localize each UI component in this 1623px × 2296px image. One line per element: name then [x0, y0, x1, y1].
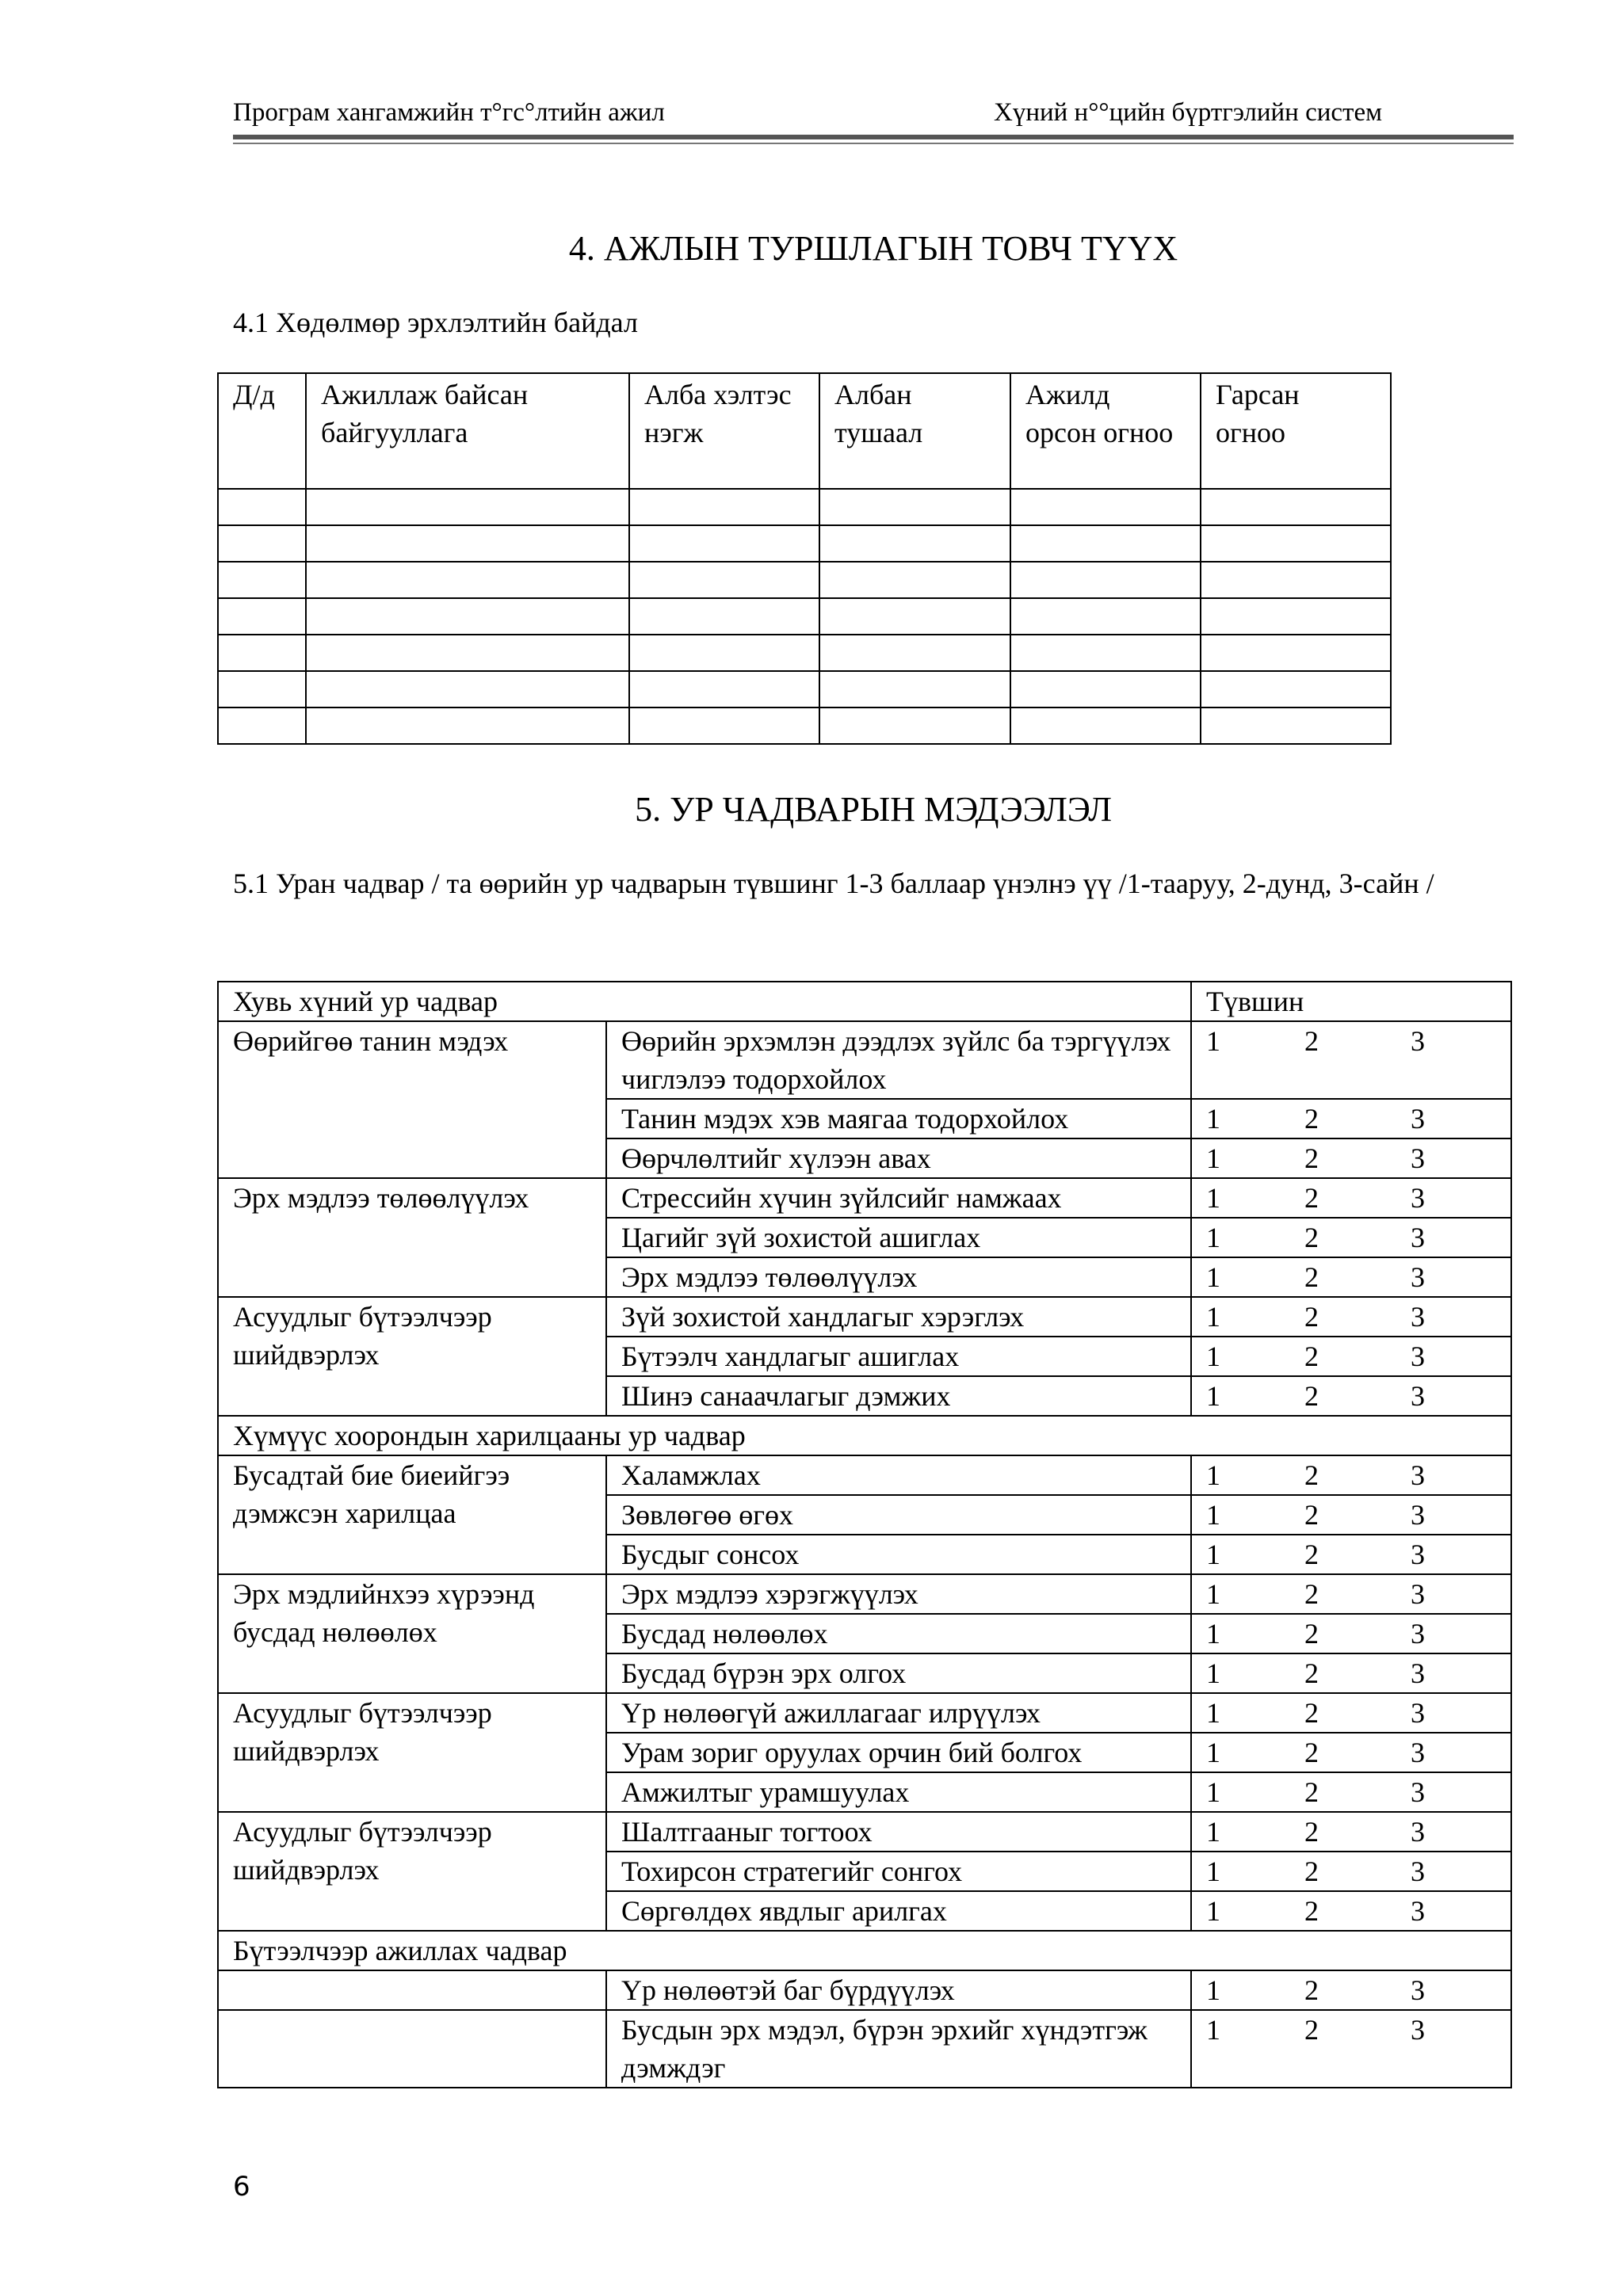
level-option: 2 [1304, 1341, 1319, 1372]
employment-empty-cell [1201, 635, 1391, 671]
employment-empty-cell [629, 489, 819, 525]
level-option: 1 [1206, 1222, 1221, 1253]
skill-item: Тохирсон стратегийг сонгох [606, 1852, 1191, 1891]
level-cell [1191, 1099, 1511, 1138]
level-options [1206, 1813, 1436, 1851]
level-options [1206, 1298, 1436, 1336]
employment-empty-cell [819, 598, 1010, 635]
skill-item: Амжилтыг урамшуулах [606, 1772, 1191, 1812]
skill-group-name: Асуудлыг бүтээлчээр шийдвэрлэх [218, 1297, 606, 1416]
skills-header-level: Түвшин [1191, 982, 1511, 1021]
skill-item: Сөргөлдөх явдлыг арилгах [606, 1891, 1191, 1931]
employment-empty-cell [1201, 489, 1391, 525]
level-option: 3 [1411, 1657, 1426, 1689]
skill-item: Үр нөлөөтэй баг бүрдүүлэх [606, 1970, 1191, 2010]
level-option: 1 [1206, 1657, 1221, 1689]
level-cell [1191, 1614, 1511, 1653]
level-option: 1 [1206, 1578, 1221, 1610]
level-cell [1191, 1891, 1511, 1931]
level-option: 3 [1411, 1380, 1426, 1412]
employment-empty-cell [1201, 562, 1391, 598]
level-options [1206, 1852, 1436, 1890]
level-option: 1 [1206, 1697, 1221, 1729]
employment-empty-cell [1201, 525, 1391, 562]
level-cell [1191, 1257, 1511, 1297]
employment-empty-row [218, 707, 1391, 744]
level-option: 1 [1206, 1380, 1221, 1412]
employment-empty-cell [1010, 598, 1201, 635]
level-option: 3 [1411, 1697, 1426, 1729]
level-cell [1191, 1574, 1511, 1614]
skill-group-name: Өөрийгөө танин мэдэх [218, 1021, 606, 1178]
level-option: 3 [1411, 1974, 1426, 2006]
employment-empty-row [218, 525, 1391, 562]
level-option: 1 [1206, 1737, 1221, 1768]
level-option: 2 [1304, 1776, 1319, 1808]
skill-item: Бусдын эрх мэдэл, бүрэн эрхийг хүндэтгэж дэмждэг [606, 2010, 1191, 2088]
employment-column-header: Албан тушаал [819, 373, 1010, 489]
level-option: 2 [1304, 1222, 1319, 1253]
level-cell [1191, 1772, 1511, 1812]
level-options [1206, 1456, 1436, 1494]
level-option: 2 [1304, 1737, 1319, 1768]
skill-group-name: Эрх мэдлийнхээ хүрээнд бусдад нөлөөлөх [218, 1574, 606, 1693]
skill-group-name: Асуудлыг бүтээлчээр шийдвэрлэх [218, 1693, 606, 1812]
header-left-text: Програм хангамжийн т°гс°лтийн ажил [233, 98, 665, 127]
level-options [1206, 1892, 1436, 1930]
level-cell [1191, 1138, 1511, 1178]
employment-empty-cell [1201, 598, 1391, 635]
level-option: 1 [1206, 1301, 1221, 1333]
employment-empty-cell [1010, 707, 1201, 744]
level-options [1206, 1179, 1436, 1217]
level-options [1206, 1377, 1436, 1415]
level-options [1206, 1971, 1436, 2009]
employment-empty-cell [218, 671, 306, 707]
level-option: 3 [1411, 1855, 1426, 1887]
employment-empty-row [218, 635, 1391, 671]
level-options [1206, 2011, 1436, 2049]
level-option: 3 [1411, 1459, 1426, 1491]
employment-empty-cell [819, 671, 1010, 707]
skill-item: Цагийг зүй зохистой ашиглах [606, 1218, 1191, 1257]
skill-item: Бусдад нөлөөлөх [606, 1614, 1191, 1653]
employment-empty-cell [1010, 489, 1201, 525]
interpersonal-section-row [218, 1416, 1511, 1455]
employment-empty-cell [629, 635, 819, 671]
level-option: 3 [1411, 1737, 1426, 1768]
level-option: 3 [1411, 1025, 1426, 1057]
employment-table [217, 372, 1392, 745]
skill-item: Шалтгааныг тогтоох [606, 1812, 1191, 1852]
employment-empty-cell [306, 562, 629, 598]
skill-item: Зөвлөгөө өгөх [606, 1495, 1191, 1535]
level-option: 2 [1304, 1539, 1319, 1570]
skill-item: Стрессийн хүчин зүйлсийг намжаах [606, 1178, 1191, 1218]
level-option: 1 [1206, 1459, 1221, 1491]
level-option: 2 [1304, 1182, 1319, 1214]
level-cell [1191, 1297, 1511, 1337]
skill-item: Халамжлах [606, 1455, 1191, 1495]
level-options [1206, 1337, 1436, 1375]
employment-empty-cell [306, 671, 629, 707]
level-cell [1191, 1021, 1511, 1099]
level-cell [1191, 1970, 1511, 2010]
employment-empty-cell [1010, 635, 1201, 671]
level-option: 3 [1411, 1301, 1426, 1333]
employment-empty-cell [306, 635, 629, 671]
level-option: 3 [1411, 1142, 1426, 1174]
employment-empty-cell [218, 635, 306, 671]
level-option: 3 [1411, 2014, 1426, 2046]
level-option: 2 [1304, 1578, 1319, 1610]
level-option: 2 [1304, 1103, 1319, 1135]
skill-row [218, 1021, 1511, 1099]
skills-header-row [218, 982, 1511, 1021]
skill-row [218, 1693, 1511, 1733]
skill-row [218, 1970, 1511, 2010]
level-cell [1191, 1178, 1511, 1218]
page-header [233, 93, 1514, 133]
level-options [1206, 1615, 1436, 1653]
level-option: 1 [1206, 1776, 1221, 1808]
level-options [1206, 1022, 1436, 1060]
level-option: 3 [1411, 1261, 1426, 1293]
level-option: 3 [1411, 1103, 1426, 1135]
employment-column-header: Алба хэлтэс нэгж [629, 373, 819, 489]
level-cell [1191, 1337, 1511, 1376]
skill-item: Өөрийн эрхэмлэн дээдлэх зүйлс ба тэргүүлэх чиглэлээ тодорхойлох [606, 1021, 1191, 1099]
employment-column-header: Ажилд орсон огноо [1010, 373, 1201, 489]
level-option: 1 [1206, 1182, 1221, 1214]
creative-section-row [218, 1931, 1511, 1970]
level-option: 3 [1411, 1222, 1426, 1253]
employment-empty-cell [819, 707, 1010, 744]
employment-empty-cell [1010, 562, 1201, 598]
level-option: 2 [1304, 1261, 1319, 1293]
employment-empty-cell [629, 598, 819, 635]
level-options [1206, 1535, 1436, 1573]
header-right-text: Хүний н°°цийн бүртгэлийн систем [994, 98, 1382, 127]
employment-column-header: Гарсан огноо [1201, 373, 1391, 489]
employment-empty-cell [819, 635, 1010, 671]
employment-column-header: Д/д [218, 373, 306, 489]
skill-group-empty [218, 2010, 606, 2088]
level-option: 2 [1304, 1025, 1319, 1057]
level-option: 2 [1304, 2014, 1319, 2046]
level-option: 2 [1304, 1855, 1319, 1887]
employment-empty-cell [218, 562, 306, 598]
level-options [1206, 1733, 1436, 1772]
section-5-1-intro: 5.1 Уран чадвар / та өөрийн ур чадварын түвшинг 1-3 баллаар үнэлнэ үү /1-тааруу, 2-дунд, 3-сайн / [233, 868, 1434, 899]
employment-header-row [218, 373, 1391, 489]
level-option: 3 [1411, 1341, 1426, 1372]
level-options [1206, 1773, 1436, 1811]
employment-empty-cell [629, 671, 819, 707]
employment-empty-cell [819, 562, 1010, 598]
employment-empty-cell [306, 707, 629, 744]
level-option: 2 [1304, 1459, 1319, 1491]
level-option: 2 [1304, 1380, 1319, 1412]
employment-empty-cell [629, 562, 819, 598]
level-option: 3 [1411, 1816, 1426, 1848]
employment-empty-row [218, 598, 1391, 635]
section-4-1-subtitle: 4.1 Хөдөлмөр эрхлэлтийн байдал [233, 307, 638, 338]
employment-empty-cell [1201, 671, 1391, 707]
level-option: 3 [1411, 1539, 1426, 1570]
level-cell [1191, 1495, 1511, 1535]
level-option: 3 [1411, 1618, 1426, 1650]
employment-empty-cell [218, 489, 306, 525]
level-option: 1 [1206, 1341, 1221, 1372]
level-option: 1 [1206, 1499, 1221, 1531]
skill-item: Шинэ санаачлагыг дэмжих [606, 1376, 1191, 1416]
level-cell [1191, 1218, 1511, 1257]
level-option: 1 [1206, 1025, 1221, 1057]
level-option: 1 [1206, 1816, 1221, 1848]
level-option: 2 [1304, 1895, 1319, 1927]
header-rule-thin [233, 143, 1514, 144]
level-option: 2 [1304, 1974, 1319, 2006]
skill-item: Өөрчлөлтийг хүлээн авах [606, 1138, 1191, 1178]
level-option: 2 [1304, 1697, 1319, 1729]
skill-row [218, 1455, 1511, 1495]
skill-row [218, 2010, 1511, 2088]
employment-empty-cell [218, 707, 306, 744]
section-5-title: 5. УР ЧАДВАРЫН МЭДЭЭЛЭЛ [635, 790, 1112, 829]
level-option: 2 [1304, 1499, 1319, 1531]
section-4-title: 4. АЖЛЫН ТУРШЛАГЫН ТОВЧ ТҮҮХ [568, 229, 1178, 268]
employment-empty-row [218, 489, 1391, 525]
level-options [1206, 1219, 1436, 1257]
level-cell [1191, 1535, 1511, 1574]
level-options [1206, 1258, 1436, 1296]
level-options [1206, 1496, 1436, 1534]
level-option: 1 [1206, 1855, 1221, 1887]
level-option: 2 [1304, 1301, 1319, 1333]
employment-empty-cell [819, 525, 1010, 562]
level-option: 2 [1304, 1816, 1319, 1848]
page-number: 6 [233, 2171, 250, 2203]
level-option: 3 [1411, 1578, 1426, 1610]
skill-item: Урам зориг оруулах орчин бий болгох [606, 1733, 1191, 1772]
level-option: 1 [1206, 1618, 1221, 1650]
level-option: 2 [1304, 1657, 1319, 1689]
level-options [1206, 1139, 1436, 1177]
skill-item: Эрх мэдлээ төлөөлүүлэх [606, 1257, 1191, 1297]
level-cell [1191, 1376, 1511, 1416]
skill-item: Зүй зохистой хандлагыг хэрэглэх [606, 1297, 1191, 1337]
skill-item: Эрх мэдлээ хэрэгжүүлэх [606, 1574, 1191, 1614]
skill-row [218, 1297, 1511, 1337]
level-cell [1191, 2010, 1511, 2088]
skill-item: Үр нөлөөгүй ажиллагааг илрүүлэх [606, 1693, 1191, 1733]
skill-item: Танин мэдэх хэв маягаа тодорхойлох [606, 1099, 1191, 1138]
header-rule [233, 135, 1514, 139]
level-option: 1 [1206, 1895, 1221, 1927]
level-options [1206, 1654, 1436, 1692]
level-option: 1 [1206, 1261, 1221, 1293]
level-option: 3 [1411, 1895, 1426, 1927]
level-option: 1 [1206, 1103, 1221, 1135]
level-cell [1191, 1653, 1511, 1693]
employment-empty-cell [819, 489, 1010, 525]
level-cell [1191, 1455, 1511, 1495]
level-option: 3 [1411, 1776, 1426, 1808]
skill-item: Бусдыг сонсох [606, 1535, 1191, 1574]
creative-section-row-label: Бүтээлчээр ажиллах чадвар [218, 1931, 1511, 1970]
level-option: 2 [1304, 1142, 1319, 1174]
level-option: 1 [1206, 1539, 1221, 1570]
level-option: 3 [1411, 1182, 1426, 1214]
level-option: 2 [1304, 1618, 1319, 1650]
level-option: 1 [1206, 2014, 1221, 2046]
interpersonal-section-row-label: Хүмүүс хоорондын харилцааны ур чадвар [218, 1416, 1511, 1455]
level-cell [1191, 1733, 1511, 1772]
level-option: 1 [1206, 1974, 1221, 2006]
employment-empty-cell [1010, 671, 1201, 707]
employment-empty-cell [306, 525, 629, 562]
level-options [1206, 1100, 1436, 1138]
skill-item: Бусдад бүрэн эрх олгох [606, 1653, 1191, 1693]
employment-empty-row [218, 671, 1391, 707]
skill-group-name: Эрх мэдлээ төлөөлүүлэх [218, 1178, 606, 1297]
level-options [1206, 1575, 1436, 1613]
level-cell [1191, 1693, 1511, 1733]
level-cell [1191, 1812, 1511, 1852]
employment-empty-cell [1010, 525, 1201, 562]
skill-group-name: Асуудлыг бүтээлчээр шийдвэрлэх [218, 1812, 606, 1931]
skill-group-name: Бусадтай бие биеийгээ дэмжсэн харилцаа [218, 1455, 606, 1574]
employment-empty-cell [1201, 707, 1391, 744]
employment-column-header: Ажиллаж байсан байгууллага [306, 373, 629, 489]
skill-row [218, 1812, 1511, 1852]
level-option: 1 [1206, 1142, 1221, 1174]
level-options [1206, 1694, 1436, 1732]
employment-empty-cell [306, 598, 629, 635]
level-option: 3 [1411, 1499, 1426, 1531]
skill-item: Бүтээлч хандлагыг ашиглах [606, 1337, 1191, 1376]
skill-row [218, 1178, 1511, 1218]
skill-row [218, 1574, 1511, 1614]
employment-empty-cell [218, 598, 306, 635]
skills-header-skill: Хувь хүний ур чадвар [218, 982, 1191, 1021]
skills-table [217, 981, 1512, 2088]
employment-empty-cell [629, 525, 819, 562]
employment-empty-cell [218, 525, 306, 562]
employment-empty-row [218, 562, 1391, 598]
skill-group-empty [218, 1970, 606, 2010]
employment-empty-cell [306, 489, 629, 525]
employment-empty-cell [629, 707, 819, 744]
level-cell [1191, 1852, 1511, 1891]
